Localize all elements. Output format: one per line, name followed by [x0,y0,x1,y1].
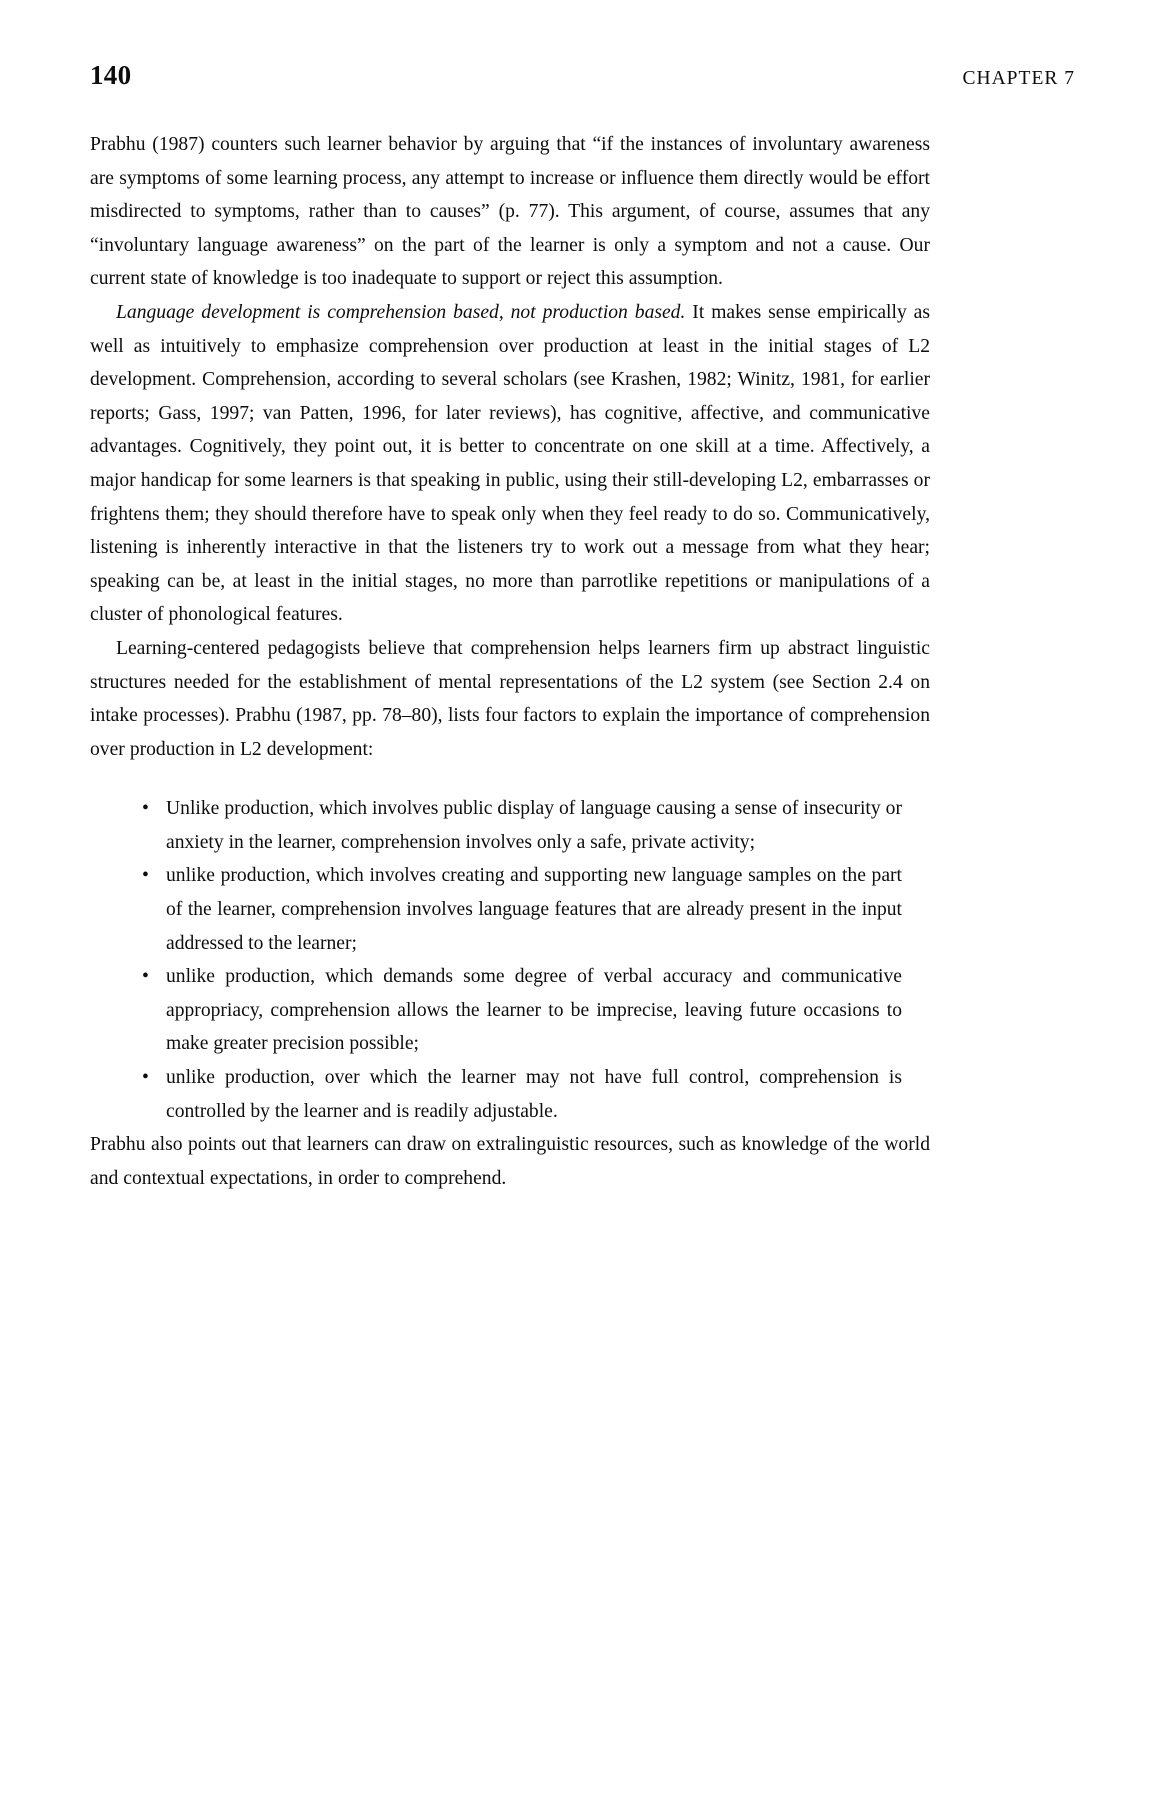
paragraph-language-development [90,296,930,632]
bullet-icon: • [142,865,149,887]
list-item [142,960,902,1061]
bullet-icon: • [142,798,149,820]
bullet-icon: • [142,1067,149,1089]
paragraph-prabhu-counters: Prabhu (1987) counters such learner behavior by arguing that “if the instances of involuntary awareness are symptoms of some learning process, any attempt to increase or influence them directly would be effort misdirected to symptoms, rather than to causes” (p. 77). This argument, of course, assumes that any “involuntary language awareness” on the part of the learner is only a symptom and not a cause. Our current state of knowledge is too inadequate to support or reject this assumption. [90,134,930,290]
chapter-label: CHAPTER 7 [962,68,1075,89]
paragraph-learning-centered: Learning-centered pedagogists believe that comprehension helps learners firm up abstract linguistic structures needed for the establishment of mental representations of the L2 system (see Section 2.4 on intake processes). Prabhu (1987, pp. 78–80), lists four factors to explain the importance of comprehension over production in L2 development: [90,637,930,760]
list-item-text: unlike production, which demands some degree of verbal accuracy and communicative appropriacy, comprehension allows the learner to be imprecise, leaving future occasions to make greater precision possible; [166,966,902,1055]
list-item-text: unlike production, over which the learner may not have full control, comprehension is controlled by the learner and is readily adjustable. [166,1067,902,1122]
page-body [90,128,930,1195]
list-item [142,1061,902,1128]
bullet-icon: • [142,966,149,988]
running-head [90,62,1075,96]
list-item [142,792,902,859]
list-item [142,859,902,960]
list-item-text: unlike production, which involves creating and supporting new language samples on the part of the learner, comprehension involves language features that are already present in the input addressed to the learner; [166,865,902,954]
four-factors-list [90,792,930,1128]
page-number: 140 [90,60,132,90]
paragraph-extralinguistic-resources: Prabhu also points out that learners can draw on extralinguistic resources, such as knowledge of the world and contextual expectations, in order to comprehend. [90,1134,930,1189]
italic-lead-in: Language development is comprehension based, not production based. [116,301,686,323]
paragraph-language-development-rest: It makes sense empirically as well as intuitively to emphasize comprehension over production at least in the initial stages of L2 development. Comprehension, according to several scholars (see Krashen, 1982; Winitz, 1981, for earlier reports; Gass, 1997; van Patten, 1996, for later reviews), has cognitive, affective, and communicative advantages. Cognitively, they point out, it is better to concentrate on one skill at a time. Affectively, a major handicap for some learners is that speaking in public, using their still-developing L2, embarrasses or frightens them; they should therefore have to speak only when they feel ready to do so. Communicatively, listening is inherently interactive in that the listeners try to work out a message from what they hear; speaking can be, at least in the initial stages, no more than parrotlike repetitions or manipulations of a cluster of phonological features. [90,301,930,626]
list-item-text: Unlike production, which involves public display of language causing a sense of insecurity or anxiety in the learner, comprehension involves only a safe, private activity; [166,798,902,853]
